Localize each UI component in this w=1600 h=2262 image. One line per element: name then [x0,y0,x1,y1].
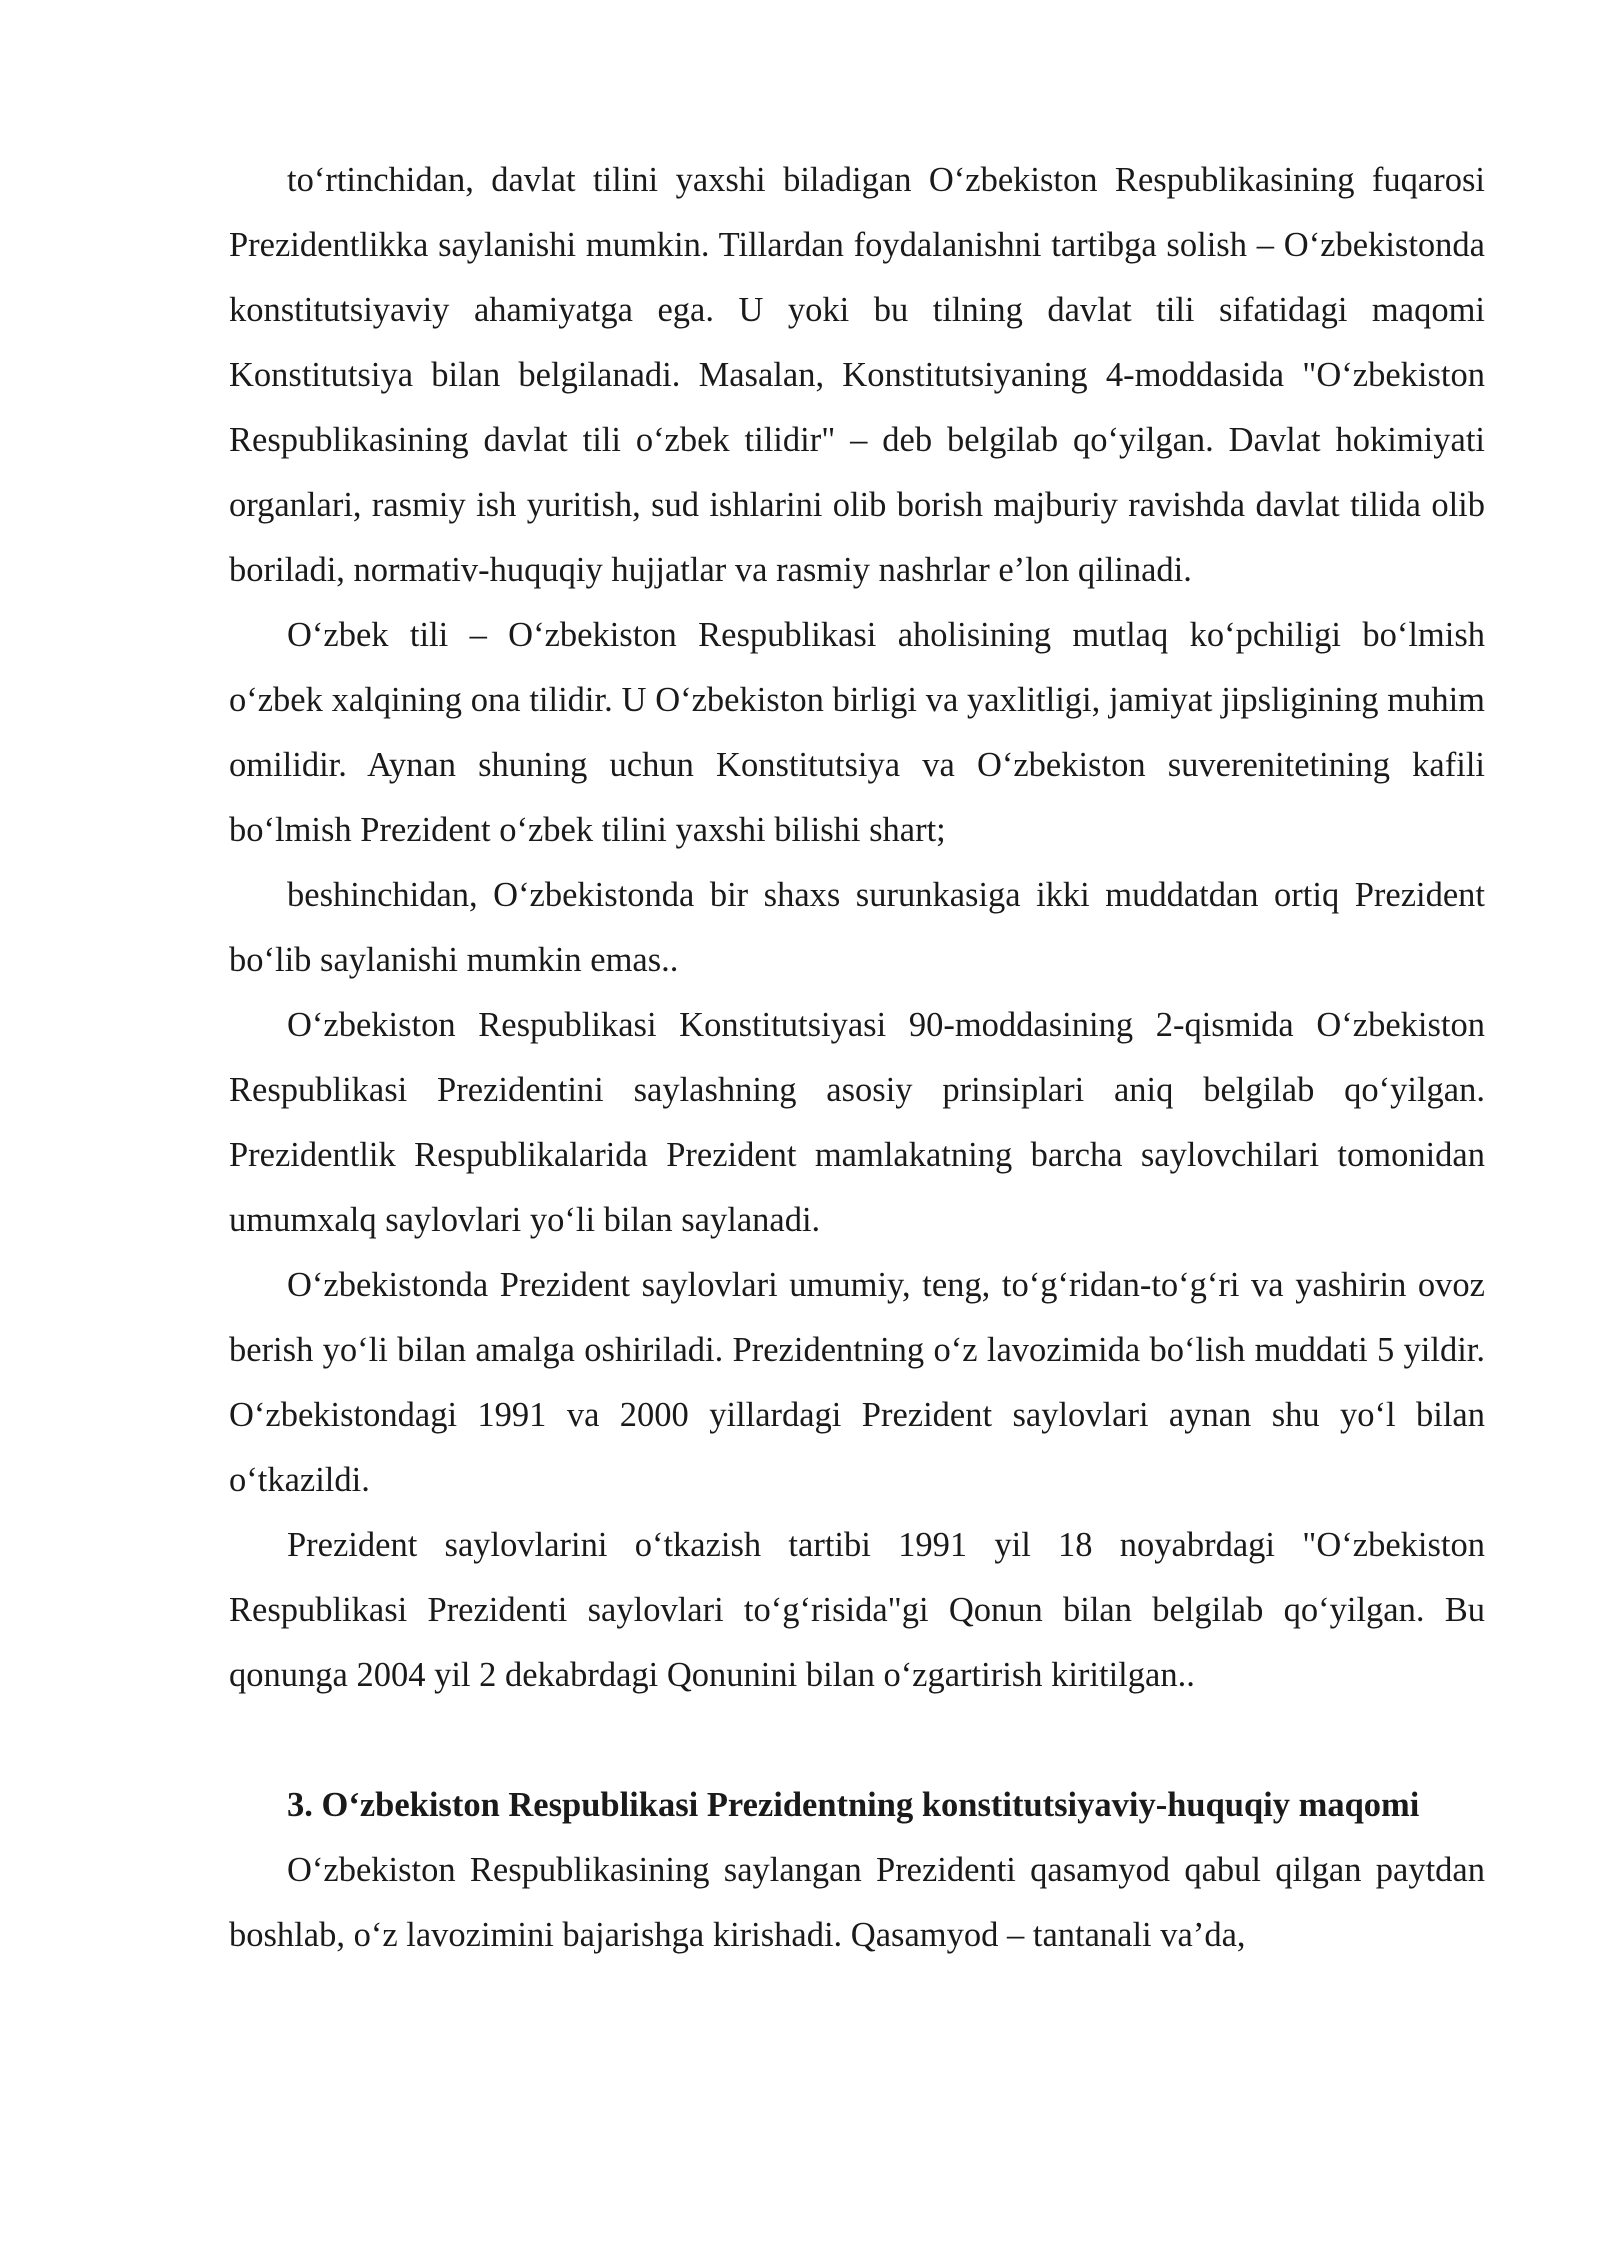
paragraph: to‘rtinchidan, davlat tilini yaxshi biladigan O‘zbekiston Respublikasining fuqarosi Prezidentlikka saylanishi mumkin. Tillardan foydalanishni tartibga solish – O‘zbekistonda konstitutsiyaviy ahamiyatga ega. U yoki bu tilning davlat tili sifatidagi maqomi Konstitutsiya bilan belgilanadi. Masalan, Konstitutsiyaning 4-moddasida "O‘zbekiston Respublikasining davlat tili o‘zbek tilidir" – deb belgilab qo‘yilgan. Davlat hokimiyati organlari, rasmiy ish yuritish, sud ishlarini olib borish majburiy ravishda davlat tilida olib boriladi, normativ-huquqiy hujjatlar va rasmiy nashrlar e’lon qilinadi. [229,161,1485,589]
paragraph: O‘zbekistonda Prezident saylovlari umumiy, teng, to‘g‘ridan-to‘g‘ri va yashirin ovoz berish yo‘li bilan amalga oshiriladi. Prezidentning o‘z lavozimida bo‘lish muddati 5 yildir. O‘zbekistondagi 1991 va 2000 yillardagi Prezident saylovlari aynan shu yo‘l bilan o‘tkazildi. [229,1266,1485,1499]
paragraph: O‘zbekiston Respublikasining saylangan Prezidenti qasamyod qabul qilgan paytdan boshlab, o‘z lavozimini bajarishga kirishadi. Qasamyod – tantanali va’da, [229,1851,1485,1954]
section-heading: 3. O‘zbekiston Respublikasi Prezidentning konstitutsiyaviy-huquqiy maqomi [287,1786,1420,1824]
document-page [229,148,1485,1968]
paragraph: Prezident saylovlarini o‘tkazish tartibi 1991 yil 18 noyabrdagi "O‘zbekiston Respublikasi Prezidenti saylovlari to‘g‘risida"gi Qonun bilan belgilab qo‘yilgan. Bu qonunga 2004 yil 2 dekabrdagi Qonunini bilan o‘zgartirish kiritilgan.. [229,1526,1485,1694]
paragraph: beshinchidan, O‘zbekistonda bir shaxs surunkasiga ikki muddatdan ortiq Prezident bo‘lib saylanishi mumkin emas.. [229,876,1485,979]
paragraph: O‘zbek tili – O‘zbekiston Respublikasi aholisining mutlaq ko‘pchiligi bo‘lmish o‘zbek xalqining ona tilidir. U O‘zbekiston birligi va yaxlitligi, jamiyat jipsligining muhim omilidir. Aynan shuning uchun Konstitutsiya va O‘zbekiston suverenitetining kafili bo‘lmish Prezident o‘zbek tilini yaxshi bilishi shart; [229,616,1485,849]
paragraph: O‘zbekiston Respublikasi Konstitutsiyasi 90-moddasining 2-qismida O‘zbekiston Respublikasi Prezidentini saylashning asosiy prinsiplari aniq belgilab qo‘yilgan. Prezidentlik Respublikalarida Prezident mamlakatning barcha saylovchilari tomonidan umumxalq saylovlari yo‘li bilan saylanadi. [229,1006,1485,1239]
